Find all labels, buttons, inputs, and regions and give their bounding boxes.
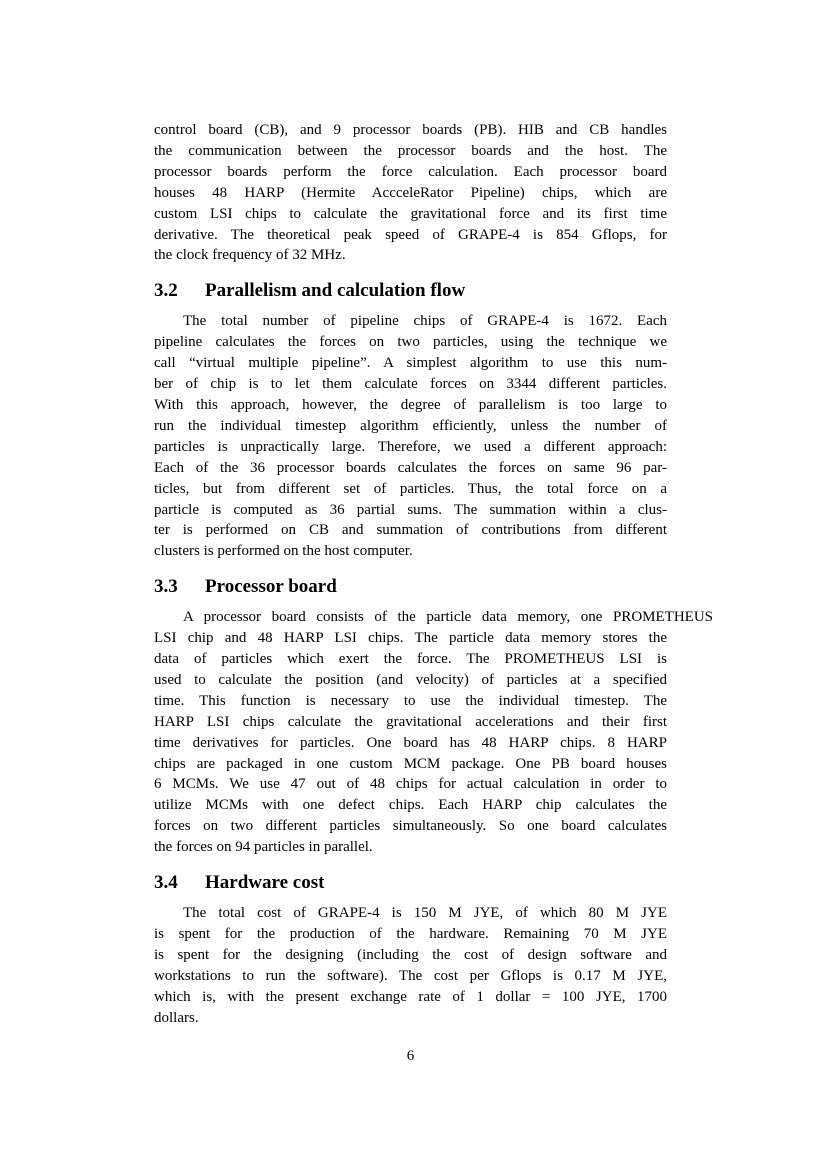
text-line: A processor board consists of the particle data memory, one PROMETHEUS: [183, 609, 713, 626]
section-3-2-heading: [154, 279, 667, 302]
text-line: used to calculate the position (and velocity) of particles at a specified: [154, 671, 667, 688]
text-line: the communication between the processor boards and the host. The: [154, 142, 667, 159]
text-line: control board (CB), and 9 processor boards (PB). HIB and CB handles: [154, 122, 667, 138]
text-line: is spent for the production of the hardware. Remaining 70 M JYE: [154, 926, 667, 942]
section-3-3-heading: [154, 575, 667, 598]
text-line: The total number of pipeline chips of GRAPE-4 is 1672. Each: [183, 313, 667, 330]
text-line: ticles, but from different set of particles. Thus, the total force on a: [154, 480, 667, 497]
text-line: ber of chip is to let them calculate forces on 3344 different particles.: [154, 376, 667, 393]
section-number: 3.4: [154, 872, 178, 894]
text-line: forces on two different particles simultaneously. So one board calculates: [154, 818, 667, 835]
section-title: Processor board: [205, 576, 337, 598]
text-line: which is, with the present exchange rate of 1 dollar = 100 JYE, 1700: [154, 988, 667, 1005]
intro-continuation-paragraph: [154, 120, 667, 266]
text-line: The total cost of GRAPE-4 is 150 M JYE, of which 80 M JYE: [183, 905, 667, 922]
section-3-4-heading: [154, 871, 667, 894]
text-line: the clock frequency of 32 MHz.: [154, 247, 346, 264]
text-line: ter is performed on CB and summation of contributions from different: [154, 522, 667, 539]
page-number: 6: [406, 1047, 415, 1064]
text-line: 6 MCMs. We use 47 out of 48 chips for actual calculation in order to: [154, 776, 667, 793]
text-line: HARP LSI chips calculate the gravitational accelerations and their first: [154, 713, 667, 730]
section-3-3: [154, 575, 713, 858]
section-3-4-paragraph: [154, 903, 667, 1028]
text-line: processor boards perform the force calculation. Each processor board: [154, 163, 667, 180]
text-line: dollars.: [154, 1009, 199, 1026]
text-column: [154, 0, 713, 1066]
section-3-2-paragraph: [154, 311, 667, 562]
section-3-3-paragraph: [154, 607, 713, 858]
section-3-4: [154, 871, 667, 1028]
text-line: particles is unpractically large. Therefore, we used a different approach:: [154, 438, 667, 455]
text-line: chips are packaged in one custom MCM package. One PB board houses: [154, 755, 667, 772]
text-line: custom LSI chips to calculate the gravitational force and its first time: [154, 205, 667, 222]
section-number: 3.3: [154, 576, 178, 598]
text-line: particle is computed as 36 partial sums. The summation within a clus-: [154, 501, 667, 518]
text-line: run the individual timestep algorithm efficiently, unless the number of: [154, 417, 667, 434]
text-line: time derivatives for particles. One board has 48 HARP chips. 8 HARP: [154, 734, 667, 751]
text-line: LSI chip and 48 HARP LSI chips. The particle data memory stores the: [154, 630, 667, 647]
text-line: pipeline calculates the forces on two particles, using the technique we: [154, 334, 667, 351]
text-line: derivative. The theoretical peak speed of GRAPE-4 is 854 Gflops, for: [154, 226, 667, 243]
text-line: Each of the 36 processor boards calculates the forces on same 96 par-: [154, 459, 667, 476]
text-line: clusters is performed on the host computer.: [154, 543, 413, 560]
text-line: time. This function is necessary to use the individual timestep. The: [154, 692, 667, 709]
section-title: Parallelism and calculation flow: [205, 280, 466, 302]
text-line: houses 48 HARP (Hermite AccceleRator Pipeline) chips, which are: [154, 184, 667, 201]
text-line: With this approach, however, the degree of parallelism is too large to: [154, 396, 667, 413]
text-line: the forces on 94 particles in parallel.: [154, 839, 373, 856]
text-line: utilize MCMs with one defect chips. Each HARP chip calculates the: [154, 797, 667, 814]
text-line: is spent for the designing (including the cost of design software and: [154, 946, 667, 963]
section-number: 3.2: [154, 280, 178, 302]
text-line: workstations to run the software). The cost per Gflops is 0.17 M JYE,: [154, 967, 667, 984]
text-line: data of particles which exert the force. The PROMETHEUS LSI is: [154, 651, 667, 668]
section-title: Hardware cost: [205, 872, 325, 894]
text-line: call “virtual multiple pipeline”. A simplest algorithm to use this num-: [154, 355, 667, 372]
section-3-2: [154, 279, 667, 562]
